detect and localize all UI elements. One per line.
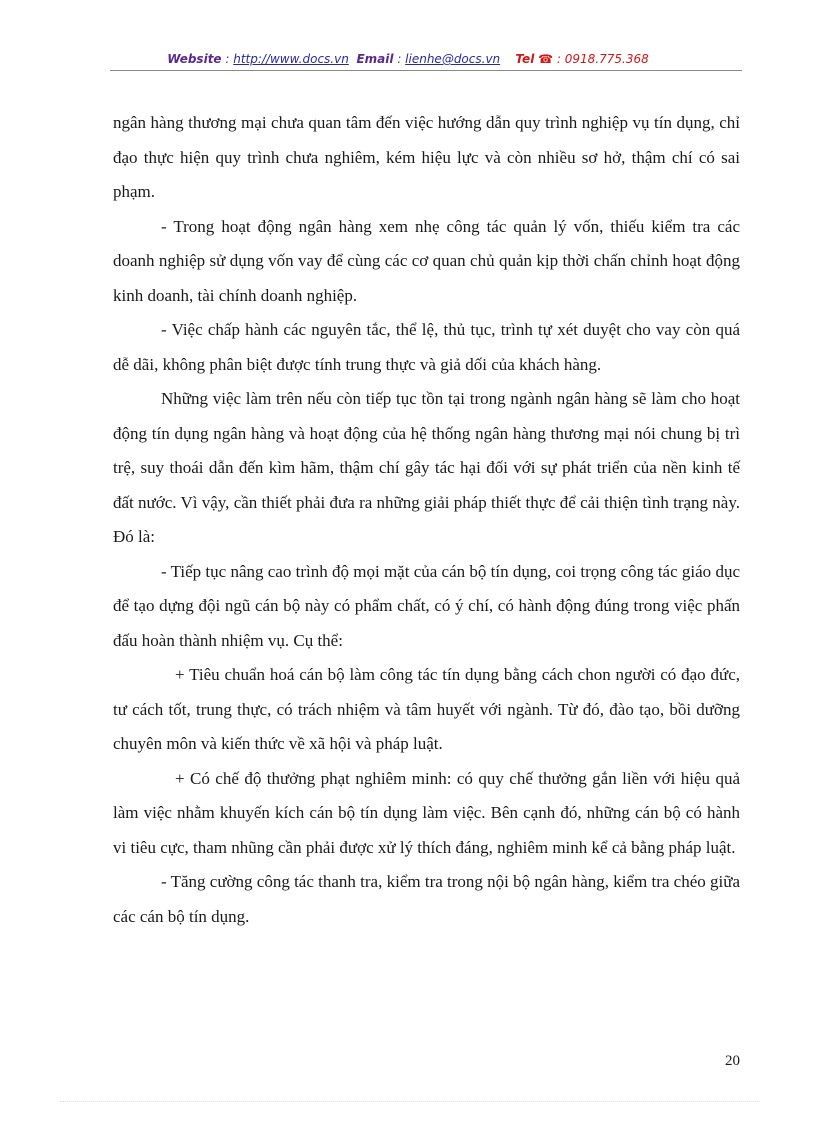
email-colon: :	[393, 52, 406, 66]
paragraph-6: + Tiêu chuẩn hoá cán bộ làm công tác tín dụng bằng cách chon người có đạo đức, tư cách tốt, trung thực, có trách nhiệm và tâm huyết với ngành. Từ đó, đào tạo, bồi dưỡng chuyên môn và kiến thức về xã hội và pháp luật.	[113, 665, 740, 753]
paragraph-1: ngân hàng thương mại chưa quan tâm đến việc hướng dẫn quy trình nghiệp vụ tín dụng, chỉ đạo thực hiện quy trình chưa nghiêm, kém hiệu lực và còn nhiều sơ hở, thậm chí có sai phạm.	[113, 113, 740, 201]
website-colon: :	[221, 52, 234, 66]
document-body	[113, 106, 740, 934]
paragraph-5: - Tiếp tục nâng cao trình độ mọi mặt của cán bộ tín dụng, coi trọng công tác giáo dục để tạo dựng đội ngũ cán bộ này có phẩm chất, có ý chí, có hành động đúng trong việc phấn đấu hoàn thành nhiệm vụ. Cụ thể:	[113, 561, 740, 650]
footer-divider	[60, 1101, 760, 1102]
phone-icon: ☎	[538, 52, 554, 66]
website-label: Website	[167, 52, 222, 66]
page-number: 20	[725, 1053, 740, 1069]
paragraph-2: - Trong hoạt động ngân hàng xem nhẹ công tác quản lý vốn, thiếu kiểm tra các doanh nghiệp sử dụng vốn vay để cùng các cơ quan chủ quản kịp thời chấn chỉnh hoạt động kinh doanh, tài chính doanh nghiệp.	[113, 216, 740, 305]
tel-label: Tel	[515, 52, 535, 66]
phone-number: : 0918.775.368	[553, 52, 649, 66]
paragraph-7: + Có chế độ thưởng phạt nghiêm minh: có quy chế thưởng gắn liền với hiệu quả làm việc nhằm khuyến kích cán bộ tín dụng làm việc. Bên cạnh đó, những cán bộ có hành vi tiêu cực, tham nhũng cần phải được xử lý thích đáng, nghiêm minh kể cả bằng pháp luật.	[113, 768, 740, 857]
website-link[interactable]: http://www.docs.vn	[233, 52, 349, 66]
email-link[interactable]: lienhe@docs.vn	[405, 52, 501, 66]
email-label: Email	[356, 52, 394, 66]
paragraph-3: - Việc chấp hành các nguyên tắc, thể lệ, thủ tục, trình tự xét duyệt cho vay còn quá dễ dãi, không phân biệt được tính trung thực và giả dối của khách hàng.	[113, 320, 740, 374]
paragraph-8: - Tăng cường công tác thanh tra, kiểm tra trong nội bộ ngân hàng, kiểm tra chéo giữa các cán bộ tín dụng.	[113, 872, 740, 926]
header-divider	[110, 70, 742, 71]
paragraph-4: Những việc làm trên nếu còn tiếp tục tồn tại trong ngành ngân hàng sẽ làm cho hoạt động tín dụng ngân hàng và hoạt động của hệ thống ngân hàng thương mại nói chung bị trì trệ, suy thoái dẫn đến kìm hãm, thậm chí gây tác hại đối với sự phát triển của nền kinh tế đất nước. Vì vậy, cần thiết phải đưa ra những giải pháp thiết thực để cải thiện tình trạng này. Đó là:	[113, 389, 740, 546]
page-header	[0, 50, 816, 68]
